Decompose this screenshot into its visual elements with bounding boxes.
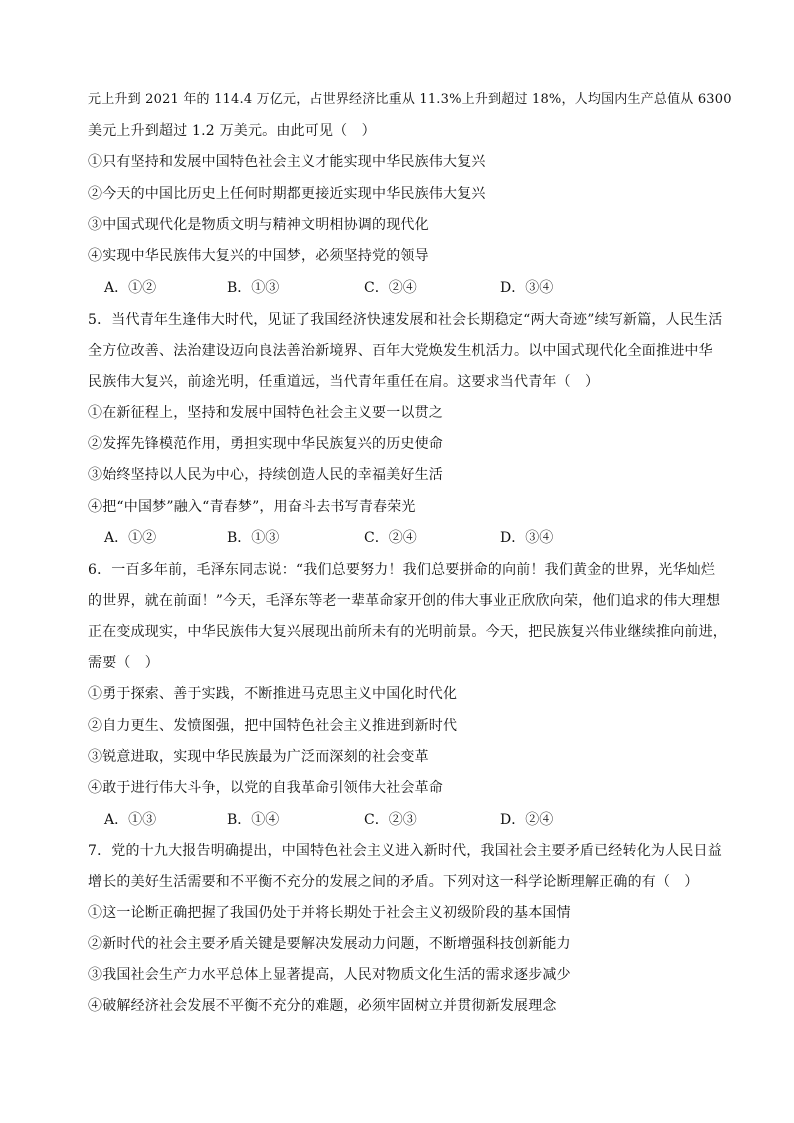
question-stem-line: 元上升到 2021 年的 114.4 万亿元，占世界经济比重从 11.3%上升到超过 18%，人均国内生产总值从 6300 <box>88 92 732 107</box>
question-stem-line: 增长的美好生活需要和不平衡不充分的发展之间的矛盾。下列对这一科学论断理解正确的有（ ） <box>88 874 699 890</box>
statement-item: ①这一论断正确把握了我国仍处于并将长期处于社会主义初级阶段的基本国情 <box>88 905 571 921</box>
statement-item: ④实现中华民族伟大复兴的中国梦，必须坚持党的领导 <box>88 248 429 264</box>
option-b: B．①③ <box>227 280 280 296</box>
statement-item: ②新时代的社会主要矛盾关键是要解决发展动力问题，不断增强科技创新能力 <box>88 936 571 952</box>
option-c: C．②③ <box>364 812 417 828</box>
option-b: B．①③ <box>227 530 280 546</box>
question-stem-line: 6．一百多年前，毛泽东同志说：“我们总要努力！我们总要拼命的向前！我们黄金的世界，光华灿烂 <box>88 562 716 578</box>
option-a: A．①② <box>104 530 157 546</box>
statement-item: ①勇于探索、善于实践，不断推进马克思主义中国化时代化 <box>88 686 458 702</box>
statement-item: ③始终坚持以人民为中心，持续创造人民的幸福美好生活 <box>88 467 443 483</box>
question-stem-line: 5．当代青年生逢伟大时代，见证了我国经济快速发展和社会长期稳定“两大奇迹”续写新篇，人民生活 <box>88 312 723 328</box>
statement-item: ①在新征程上，坚持和发展中国特色社会主义要一以贯之 <box>88 405 443 421</box>
question-stem-line: 美元上升到超过 1.2 万美元。由此可见（ ） <box>88 123 376 139</box>
statement-item: ④把“中国梦”融入“青春梦”，用奋斗去书写青春荣光 <box>88 499 416 515</box>
statement-item: ③中国式现代化是物质文明与精神文明相协调的现代化 <box>88 217 429 233</box>
option-d: D．②④ <box>500 812 554 828</box>
option-d: D．③④ <box>500 530 554 546</box>
option-a: A．①③ <box>104 812 157 828</box>
statement-item: ④破解经济社会发展不平衡不充分的难题，必须牢固树立并贯彻新发展理念 <box>88 998 557 1014</box>
option-c: C．②④ <box>364 530 417 546</box>
option-d: D．③④ <box>500 280 554 296</box>
statement-item: ②发挥先锋模范作用，勇担实现中华民族复兴的历史使命 <box>88 436 443 452</box>
statement-item: ④敢于进行伟大斗争，以党的自我革命引领伟大社会革命 <box>88 780 443 796</box>
question-stem-line: 的世界，就在前面！”今天，毛泽东等老一辈革命家开创的伟大事业正欣欣向荣，他们追求的伟大理想 <box>88 593 721 609</box>
statement-item: ①只有坚持和发展中国特色社会主义才能实现中华民族伟大复兴 <box>88 154 486 170</box>
question-stem-line: 7．党的十九大报告明确提出，中国特色社会主义进入新时代，我国社会主要矛盾已经转化为人民日益 <box>88 843 722 859</box>
statement-item: ②自力更生、发愤图强，把中国特色社会主义推进到新时代 <box>88 718 458 734</box>
option-c: C．②④ <box>364 280 417 296</box>
option-b: B．①④ <box>227 812 280 828</box>
statement-item: ③我国社会生产力水平总体上显著提高，人民对物质文化生活的需求逐步减少 <box>88 967 571 983</box>
question-stem-line: 需要（ ） <box>88 655 159 671</box>
question-stem-line: 全方位改善、法治建设迈向良法善治新境界、百年大党焕发生机活力。以中国式现代化全面推进中华 <box>88 343 713 359</box>
question-stem-line: 正在变成现实，中华民族伟大复兴展现出前所未有的光明前景。今天，把民族复兴伟业继续推向前进， <box>88 624 727 640</box>
statement-item: ③锐意进取，实现中华民族最为广泛而深刻的社会变革 <box>88 749 429 765</box>
option-a: A．①② <box>104 280 157 296</box>
question-stem-line: 民族伟大复兴，前途光明，任重道远，当代青年重任在肩。这要求当代青年（ ） <box>88 374 600 390</box>
statement-item: ②今天的中国比历史上任何时期都更接近实现中华民族伟大复兴 <box>88 186 486 202</box>
